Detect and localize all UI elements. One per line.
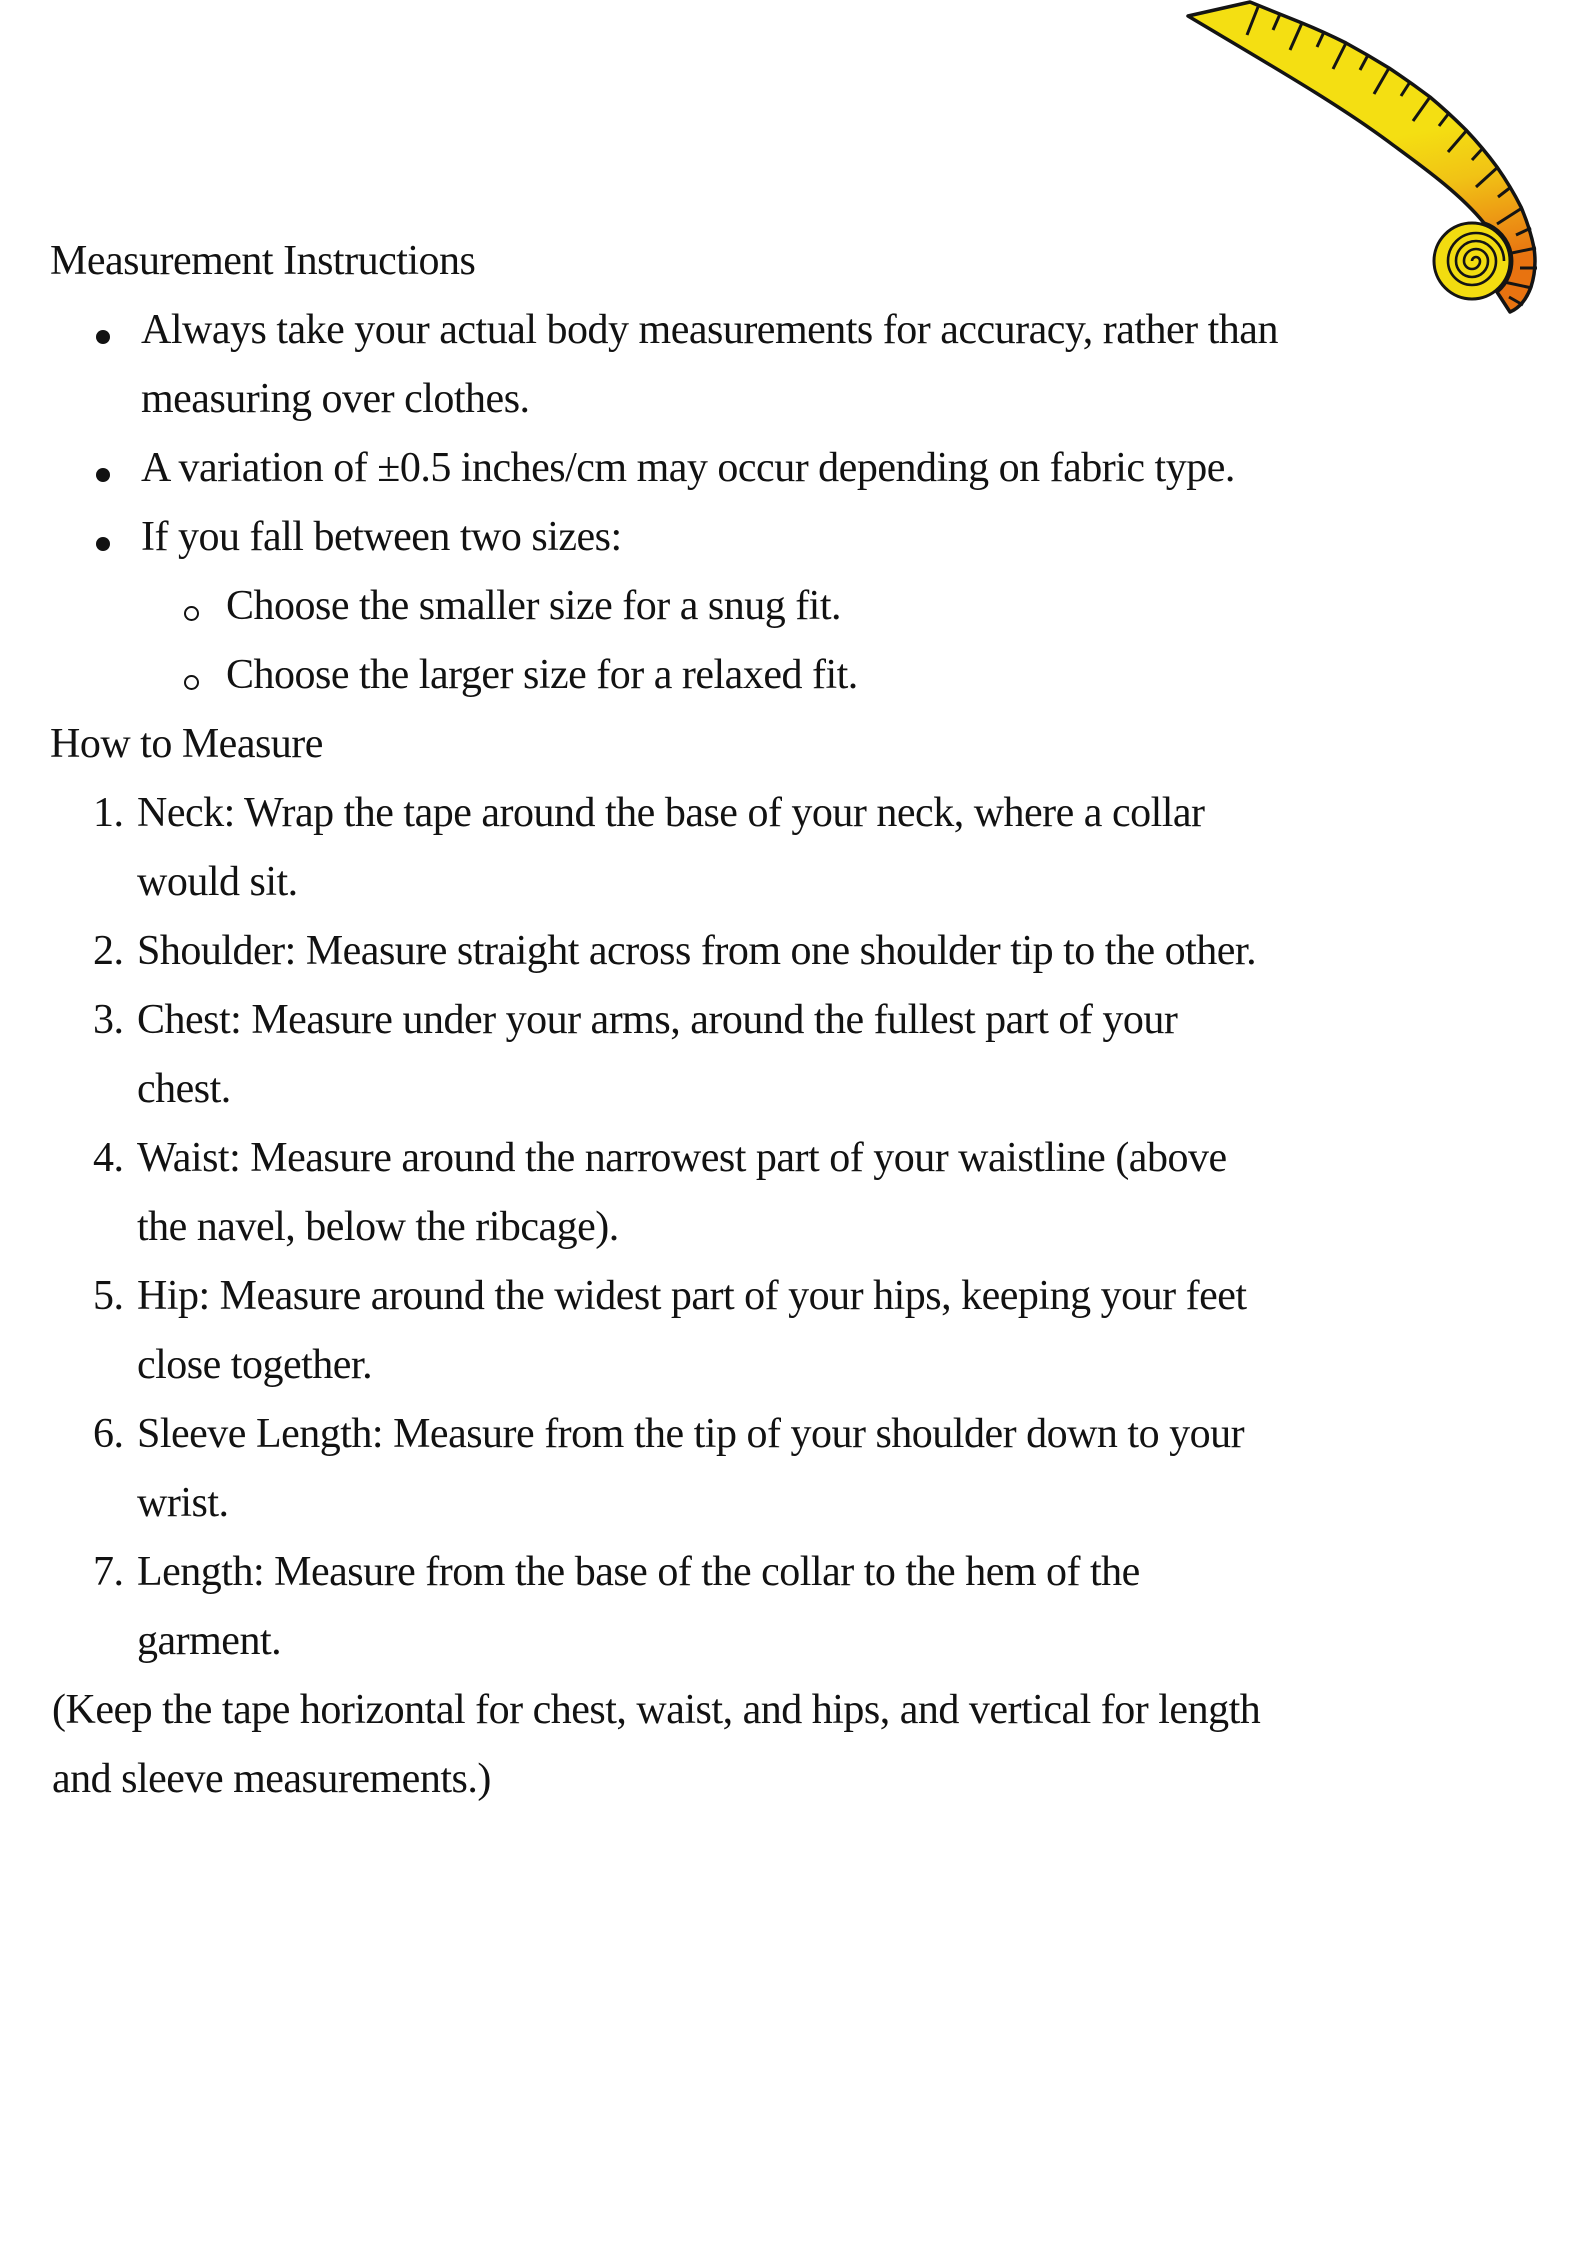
step-item-continuation — [0, 1193, 1587, 1262]
step-text: chest. — [137, 1066, 231, 1112]
step-text: Shoulder: Measure straight across from one shoulder tip to the other. — [137, 928, 1257, 974]
step-item-continuation — [0, 848, 1587, 917]
step-item-continuation — [0, 1331, 1587, 1400]
step-text: Length: Measure from the base of the collar to the hem of the — [137, 1549, 1140, 1595]
step-item — [0, 917, 1587, 986]
document-body — [0, 227, 1587, 1814]
step-number: 1. — [93, 790, 124, 836]
bullet-item — [0, 296, 1587, 365]
bullet-item-continuation — [0, 365, 1587, 434]
step-item-continuation — [0, 1469, 1587, 1538]
step-text: the navel, below the ribcage). — [137, 1204, 619, 1250]
note-line: and sleeve measurements.) — [52, 1756, 491, 1802]
step-item — [0, 1262, 1587, 1331]
step-text: Waist: Measure around the narrowest part of your waistline (above — [137, 1135, 1227, 1181]
sub-bullet-text: Choose the smaller size for a snug fit. — [226, 583, 842, 629]
step-number: 5. — [93, 1273, 124, 1319]
step-number: 2. — [93, 928, 124, 974]
step-item-continuation — [0, 1607, 1587, 1676]
step-text: garment. — [137, 1618, 282, 1664]
step-item — [0, 1538, 1587, 1607]
bullet-icon — [96, 537, 110, 551]
section-title: Measurement Instructions — [50, 238, 476, 284]
bullet-icon — [96, 330, 110, 344]
step-number: 7. — [93, 1549, 124, 1595]
bullet-icon — [96, 468, 110, 482]
step-text: Neck: Wrap the tape around the base of your neck, where a collar — [137, 790, 1205, 836]
step-item — [0, 1400, 1587, 1469]
sub-bullet-item — [0, 572, 1587, 641]
step-number: 4. — [93, 1135, 124, 1181]
step-item — [0, 1124, 1587, 1193]
step-item — [0, 986, 1587, 1055]
bullet-text: Always take your actual body measurements for accuracy, rather than — [141, 307, 1278, 353]
step-number: 3. — [93, 997, 124, 1043]
step-text: wrist. — [137, 1480, 229, 1526]
circle-bullet-icon — [184, 675, 199, 690]
sub-bullet-text: Choose the larger size for a relaxed fit. — [226, 652, 858, 698]
bullet-item — [0, 503, 1587, 572]
step-item-continuation — [0, 1055, 1587, 1124]
step-text: Chest: Measure under your arms, around the fullest part of your — [137, 997, 1178, 1043]
circle-bullet-icon — [184, 606, 199, 621]
note-line: (Keep the tape horizontal for chest, waist, and hips, and vertical for length — [52, 1687, 1261, 1733]
step-text: close together. — [137, 1342, 373, 1388]
step-text: would sit. — [137, 859, 298, 905]
bullet-item — [0, 434, 1587, 503]
bullet-text: measuring over clothes. — [141, 376, 530, 422]
step-item — [0, 779, 1587, 848]
section-subheading: How to Measure — [50, 721, 323, 767]
bullet-text: If you fall between two sizes: — [141, 514, 622, 560]
sub-bullet-item — [0, 641, 1587, 710]
step-text: Hip: Measure around the widest part of your hips, keeping your feet — [137, 1273, 1247, 1319]
bullet-text: A variation of ±0.5 inches/cm may occur depending on fabric type. — [141, 445, 1235, 491]
step-text: Sleeve Length: Measure from the tip of your shoulder down to your — [137, 1411, 1245, 1457]
step-number: 6. — [93, 1411, 124, 1457]
